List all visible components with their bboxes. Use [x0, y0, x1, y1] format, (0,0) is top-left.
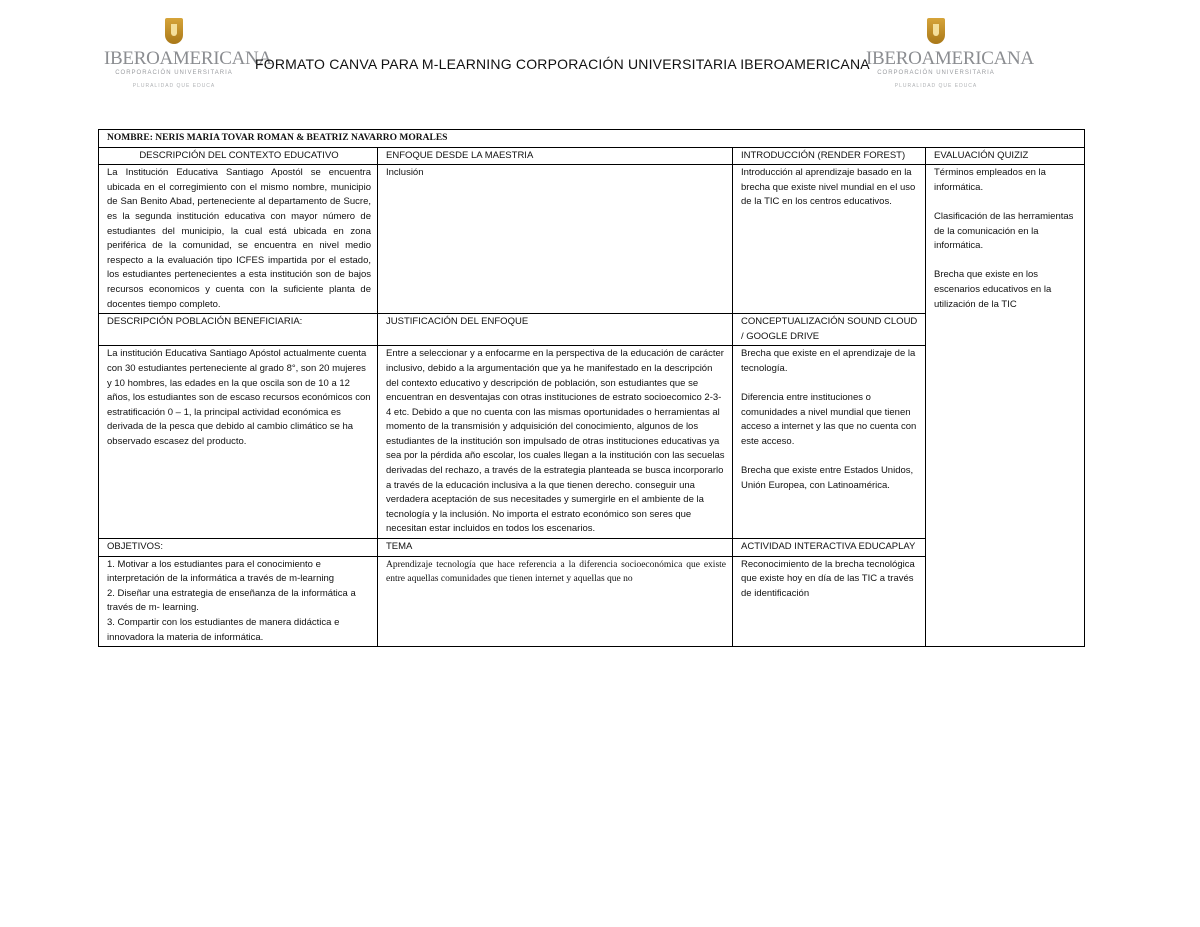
header-quiz: EVALUACIÓN QUIZIZ: [926, 147, 1085, 165]
author-names: NOMBRE: NERIS MARIA TOVAR ROMAN & BEATRIZ NAVARRO MORALES: [99, 130, 1085, 148]
logo-text: IBEROAMERICANA: [866, 48, 1034, 69]
shield-icon: [927, 18, 945, 44]
canva-table: [98, 129, 1085, 647]
quiz-item: Brecha que existe en los escenarios educativos en la utilización de la TIC: [934, 269, 1052, 310]
objective-item: 3. Compartir con los estudiantes de manera didáctica e innovadora la materia de informática.: [107, 617, 340, 643]
intro-cell: Introducción al aprendizaje basado en la brecha que existe nivel mundial en el uso de la TIC en los centros educativos.: [733, 165, 926, 314]
shield-icon: [165, 18, 183, 44]
context-cell: La Institución Educativa Santiago Apostól se encuentra ubicada en el corregimiento con el mismo nombre, municipio de San Benito Abad, perteneciente al departamento de Sucre, es la segunda institución educativa con mayor número de estudiantes del municipio, la cual está ubicada en zona periférica de la comunidad, se encuentra en nivel medio respecto a la evaluación tipo ICFES impartida por el estado, los estudiantes pertenecientes a esta institución son de bajos recursos economicos y cuenta con la suficiente planta de docentes tiempo completo.: [99, 165, 378, 314]
header-row-1: [99, 147, 1085, 165]
quiz-item: Clasificación de las herramientas de la comunicación en la informática.: [934, 210, 1074, 252]
name-row: [99, 130, 1085, 148]
logo-tagline: PLURALIDAD QUE EDUCA: [132, 83, 216, 89]
concept-item: Brecha que existe en el aprendizaje de la tecnología.: [741, 348, 916, 374]
objective-item: 2. Diseñar una estrategia de enseñanza de la informática a través de m- learning.: [107, 587, 356, 614]
population-cell: La institución Educativa Santiago Apóstol actualmente cuenta con 30 estudiantes perteneciente al grado 8°, son 20 mujeres y 10 hombres, las edades en la que oscila son de 10 a 12 años, los estudiantes son de escaso recursos económicos con estratificación 0 – 1, la principal actividad económica es derivada de la pesca que debido al cambio climático se ha observado escasez del producto.: [99, 346, 378, 539]
header-activity: ACTIVIDAD INTERACTIVA EDUCAPLAY: [733, 539, 926, 557]
activity-cell: Reconocimiento de la brecha tecnológica que existe hoy en día de las TIC a través de identificación: [733, 556, 926, 647]
header-intro: INTRODUCCIÓN (RENDER FOREST): [733, 147, 926, 165]
header-justification: JUSTIFICACIÓN DEL ENFOQUE: [378, 314, 733, 346]
logo-text: IBEROAMERICANA: [104, 48, 272, 69]
quiz-item: Términos empleados en la informática.: [934, 167, 1046, 193]
quiz-cell: [926, 165, 1085, 647]
justification-cell: Entre a seleccionar y a enfocarme en la perspectiva de la educación de carácter inclusivo, debido a la argumentación que ya he manifestado en la descripción del contexto educativo y descripción de población, son estudiantes que se encuentran en desventajas con otras instituciones de estrato socioecomico 2-3-4 etc. Debido a que no cuenta con las mismas oportunidades o herramientas al momento de la transmisión y adquisición del conocimiento, algunos de los estudiantes de la institución son impulsado de otras instituciones educativas ya sea por la pérdida año escolar, los cuales llegan a la institución con las secuelas derivadas del rechazo, a través de la estrategia planteada se busca incorporarlo a través de la educación inclusiva a la que tienen derecho. conseguir una verdadera aceptación de sus necesitades y sumergirle en el ambiente de la tecnología y la inclusión. No importa el estrato económico son seres que necesitan estar incluidos en todos los escenarios.: [378, 346, 733, 539]
header-objectives: OBJETIVOS:: [99, 539, 378, 557]
concept-item: Brecha que existe entre Estados Unidos, Unión Europea, con Latinoamérica.: [741, 465, 914, 491]
logo-subtitle: CORPORACIÓN UNIVERSITARIA: [877, 70, 995, 76]
focus-cell: Inclusión: [378, 165, 733, 314]
content-row-1: [99, 165, 1085, 314]
logo-tagline: PLURALIDAD QUE EDUCA: [894, 83, 978, 89]
logo-left: [104, 18, 272, 96]
header-context: DESCRIPCIÓN DEL CONTEXTO EDUCATIVO: [99, 147, 378, 165]
header-population: DESCRIPCIÓN POBLACIÓN BENEFICIARIA:: [99, 314, 378, 346]
document-title: FORMATO CANVA PARA M-LEARNING CORPORACIÓN UNIVERSITARIA IBEROAMERICANA: [255, 56, 870, 72]
concept-item: Diferencia entre instituciones o comunidades a nivel mundial que tienen acceso a internet y las que no cuenta con este acceso.: [741, 392, 917, 447]
objectives-cell: [99, 556, 378, 647]
logo-subtitle: CORPORACIÓN UNIVERSITARIA: [115, 70, 233, 76]
objective-item: 1. Motivar a los estudiantes para el conocimiento e interpretación de la informática a través de m-learning: [107, 558, 335, 585]
logo-right: [866, 18, 1034, 96]
header-theme: TEMA: [378, 539, 733, 557]
concept-cell: [733, 346, 926, 539]
theme-cell: Aprendizaje tecnología que hace referencia a la diferencia socioeconómica que existe entre aquellas comunidades que tienen internet y aquellas que no: [378, 556, 733, 647]
header-focus: ENFOQUE DESDE LA MAESTRIA: [378, 147, 733, 165]
header-concept: CONCEPTUALIZACIÓN SOUND CLOUD / GOOGLE DRIVE: [733, 314, 926, 346]
